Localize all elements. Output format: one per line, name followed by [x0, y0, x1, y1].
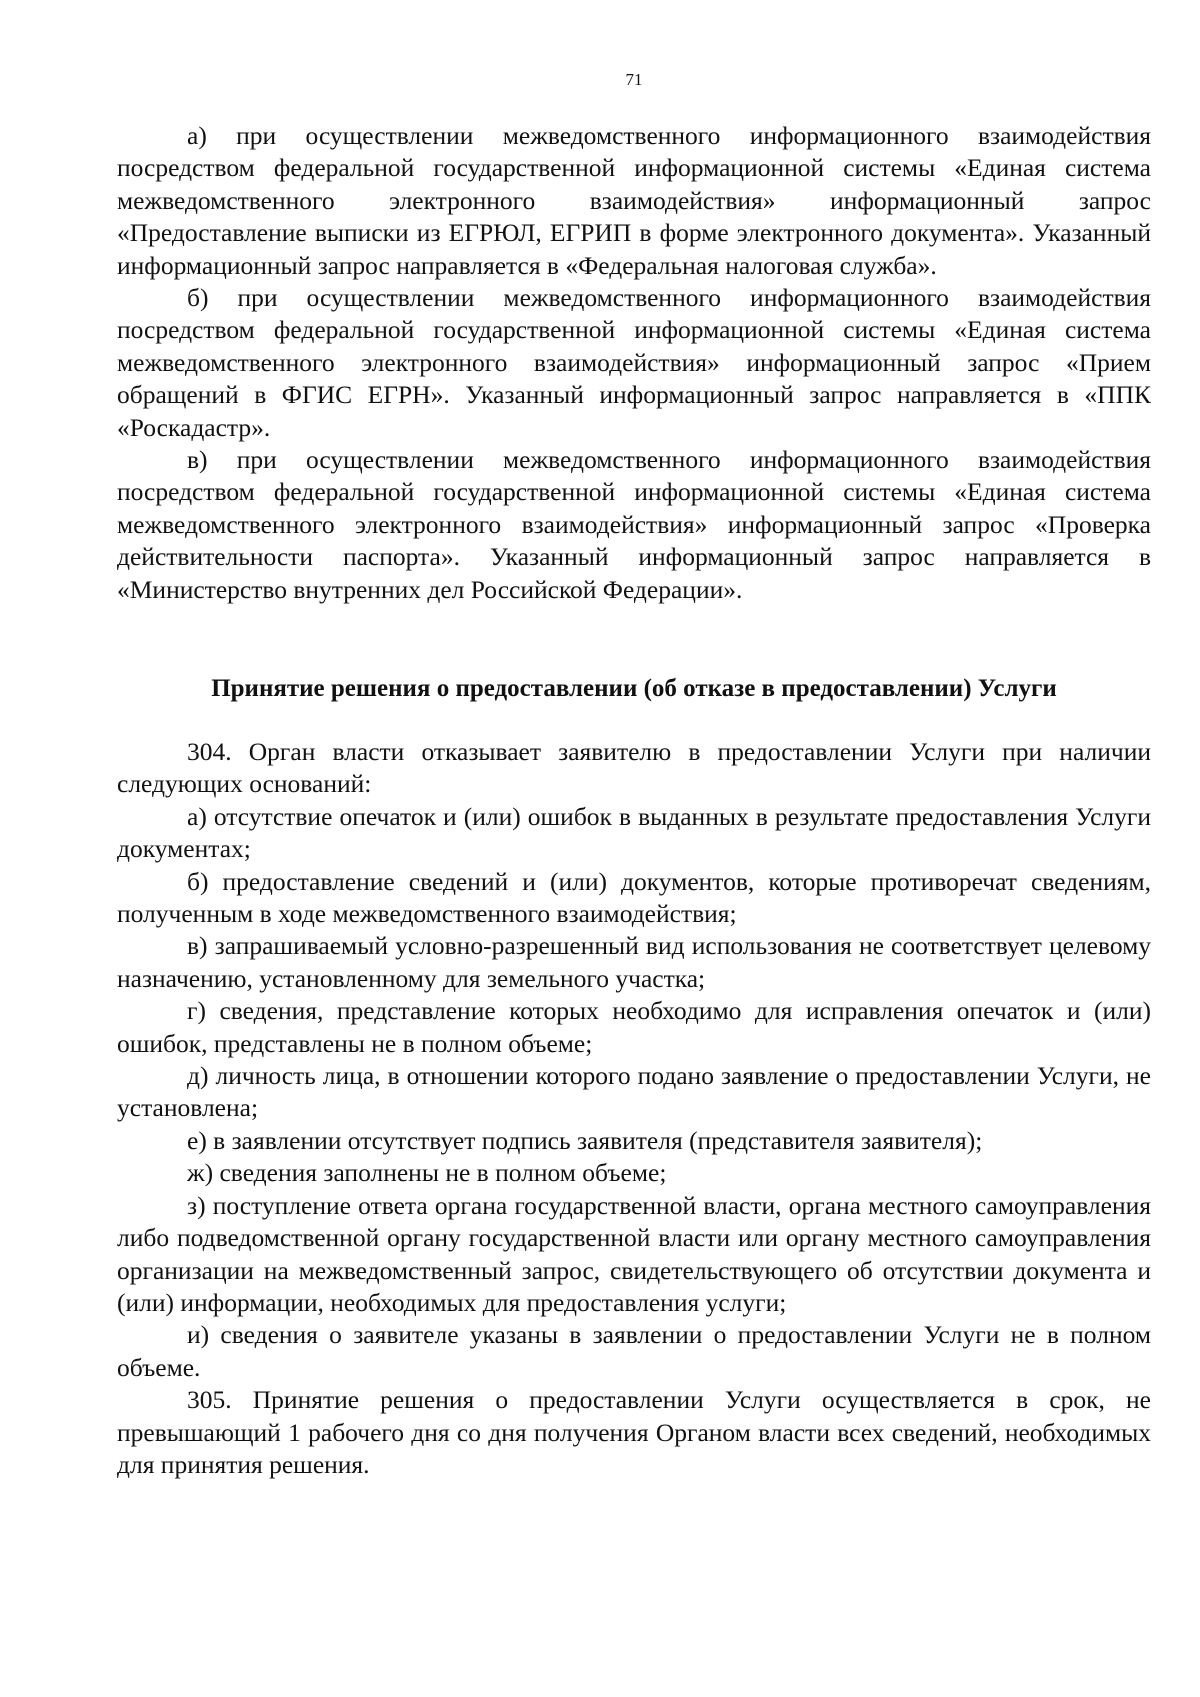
section-heading: Принятие решения о предоставлении (об отказе в предоставлении) Услуги [211, 675, 1057, 702]
list-item-zh: ж) сведения заполнены не в полном объеме; [187, 1158, 667, 1188]
paragraph-304: 304. Орган власти отказывает заявителю в предоставлении Услуги при наличии следующих оснований: [117, 737, 1151, 799]
paragraph-request-c: в) при осуществлении межведомственного информационного взаимодействия посредством федеральной государственной информационной системы «Единая система межведомственного электронного взаимодействия» информационный запрос «Проверка действительности паспорта». Указанный информационный запрос направляется в «Министерство внутренних дел Российской Федерации». [117, 445, 1151, 604]
list-item-d: д) личность лица, в отношении которого подано заявление о предоставлении Услуги, не установлена; [117, 1061, 1151, 1123]
paragraph-305: 305. Принятие решения о предоставлении Услуги осуществляется в срок, не превышающий 1 рабочего дня со дня получения Органом власти всех сведений, необходимых для принятия решения. [117, 1385, 1151, 1479]
paragraph-request-a: а) при осуществлении межведомственного информационного взаимодействия посредством федеральной государственной информационной системы «Единая система межведомственного электронного взаимодействия» информационный запрос «Предоставление выписки из ЕГРЮЛ, ЕГРИП в форме электронного документа». Указанный информационный запрос направляется в «Федеральная налоговая служба». [117, 121, 1151, 280]
list-item-z: з) поступление ответа органа государственной власти, органа местного самоуправления либо подведомственной органу государственной власти или органу местного самоуправления организации на межведомственный запрос, свидетельствующего об отсутствии документа и (или) информации, необходимых для предоставления услуги; [117, 1190, 1151, 1317]
list-item-g: г) сведения, представление которых необходимо для исправления опечаток и (или) ошибок, представлены не в полном объеме; [117, 996, 1151, 1058]
list-item-b: б) предоставление сведений и (или) документов, которые противоречат сведениям, полученным в ходе межведомственного взаимодействия; [117, 866, 1151, 929]
list-item-v: в) запрашиваемый условно-разрешенный вид использования не соответствует целевому назначению, установленному для земельного участка; [117, 931, 1151, 993]
paragraph-request-b: б) при осуществлении межведомственного информационного взаимодействия посредством федеральной государственной информационной системы «Единая система межведомственного электронного взаимодействия» информационный запрос «Прием обращений в ФГИС ЕГРН». Указанный информационный запрос направляется в «ППК «Роскадастр». [117, 283, 1151, 442]
list-item-e: е) в заявлении отсутствует подпись заявителя (представителя заявителя); [187, 1125, 983, 1155]
page-number: 71 [625, 70, 643, 89]
list-item-a: а) отсутствие опечаток и (или) ошибок в выданных в результате предоставления Услуги документах; [117, 801, 1151, 864]
list-item-i: и) сведения о заявителе указаны в заявлении о предоставлении Услуги не в полном объеме. [117, 1320, 1151, 1382]
refusal-grounds-section [117, 736, 1151, 1481]
interagency-requests-section [117, 120, 1151, 606]
